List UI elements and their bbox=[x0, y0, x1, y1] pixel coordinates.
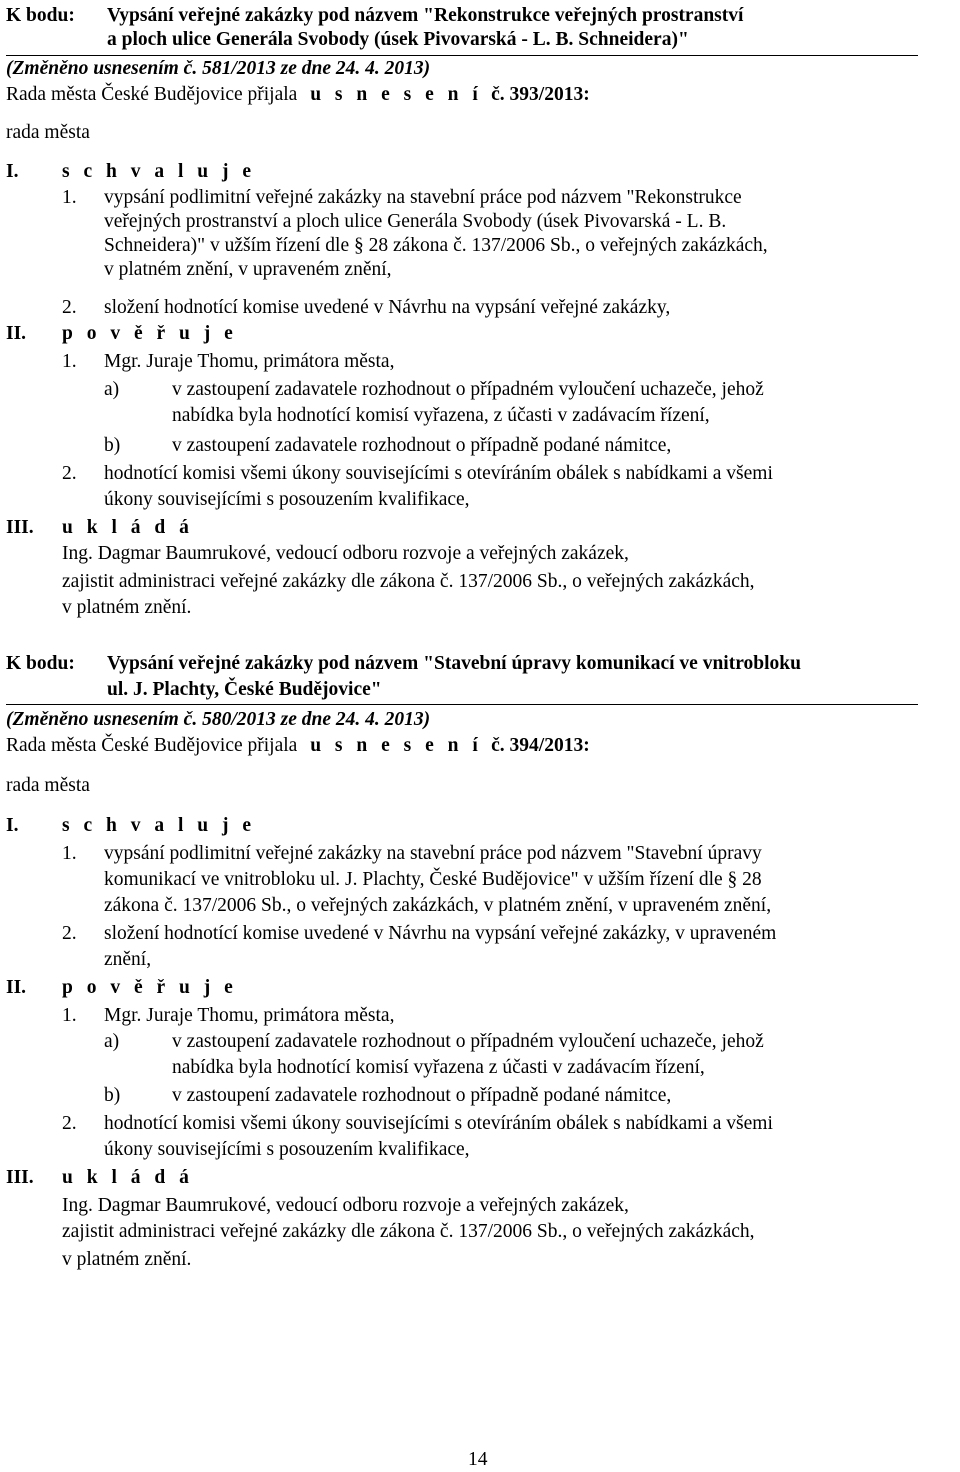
subitem-line: v zastoupení zadavatele rozhodnout o případném vyloučení uchazeče, jehož bbox=[172, 1031, 764, 1052]
item-number: 1. bbox=[62, 843, 77, 864]
section-title: Vypsání veřejné zakázky pod názvem "Rekonstrukce veřejných prostranství bbox=[107, 5, 744, 26]
assignment-line: zajistit administraci veřejné zakázky dle zákona č. 137/2006 Sb., o veřejných zakázkách, bbox=[62, 571, 755, 592]
item-number: 2. bbox=[62, 923, 77, 944]
subitem-label: b) bbox=[104, 435, 121, 456]
subitem-line: v zastoupení zadavatele rozhodnout o případně podané námitce, bbox=[172, 1085, 672, 1106]
resolution-word: u s n e s e n í bbox=[310, 84, 483, 105]
subitem-label: b) bbox=[104, 1085, 121, 1106]
part-verb: s c h v a l u j e bbox=[62, 161, 256, 182]
assignment-line: v platném znění. bbox=[62, 597, 192, 618]
item-line: hodnotící komisi všemi úkony souvisejícími s otevíráním obálek s nabídkami a všemi bbox=[104, 1113, 773, 1134]
subitem-line: v zastoupení zadavatele rozhodnout o případně podané námitce, bbox=[172, 435, 672, 456]
part-verb: s c h v a l u j e bbox=[62, 815, 256, 836]
resolution-word: u s n e s e n í bbox=[310, 735, 483, 756]
item-line: v platném znění, v upraveném znění, bbox=[104, 259, 392, 280]
assignment-line: Ing. Dagmar Baumrukové, vedoucí odboru rozvoje a veřejných zakázek, bbox=[62, 1195, 629, 1216]
amendment-note: (Změněno usnesením č. 580/2013 ze dne 24. 4. 2013) bbox=[6, 709, 431, 730]
assignment-line: v platném znění. bbox=[62, 1249, 192, 1270]
item-line: Mgr. Juraje Thomu, primátora města, bbox=[104, 1005, 395, 1026]
section-title-cont: a ploch ulice Generála Svobody (úsek Pivovarská - L. B. Schneidera)" bbox=[107, 29, 689, 50]
section-title: Vypsání veřejné zakázky pod názvem "Stavební úpravy komunikací ve vnitrobloku bbox=[107, 653, 801, 674]
resolution-intro: Rada města České Budějovice přijala bbox=[6, 84, 298, 105]
item-line: hodnotící komisi všemi úkony souvisejícími s otevíráním obálek s nabídkami a všemi bbox=[104, 463, 773, 484]
section-divider bbox=[6, 704, 918, 705]
section-prefix: K bodu: bbox=[6, 5, 75, 26]
part-verb: u k l á d á bbox=[62, 1167, 194, 1188]
item-line: úkony souvisejícími s posouzením kvalifikace, bbox=[104, 489, 470, 510]
part-verb: p o v ě ř u j e bbox=[62, 977, 238, 998]
item-line: složení hodnotící komise uvedené v Návrhu na vypsání veřejné zakázky, bbox=[104, 297, 671, 318]
resolution-number: č. 393/2013: bbox=[491, 84, 590, 105]
item-line: Mgr. Juraje Thomu, primátora města, bbox=[104, 351, 395, 372]
item-number: 2. bbox=[62, 463, 77, 484]
item-line: úkony souvisejícími s posouzením kvalifikace, bbox=[104, 1139, 470, 1160]
part-verb: p o v ě ř u j e bbox=[62, 323, 238, 344]
resolution-line bbox=[6, 83, 590, 107]
council-label: rada města bbox=[6, 122, 90, 143]
item-line: znění, bbox=[104, 949, 152, 970]
item-number: 1. bbox=[62, 351, 77, 372]
subitem-label: a) bbox=[104, 1031, 120, 1052]
item-number: 1. bbox=[62, 1005, 77, 1026]
council-label: rada města bbox=[6, 775, 90, 796]
part-number: III. bbox=[6, 517, 34, 538]
part-number: II. bbox=[6, 977, 27, 998]
section-prefix: K bodu: bbox=[6, 653, 75, 674]
item-number: 1. bbox=[62, 187, 77, 208]
item-number: 2. bbox=[62, 297, 77, 318]
item-line: veřejných prostranství a ploch ulice Generála Svobody (úsek Pivovarská - L. B. bbox=[104, 211, 727, 232]
item-line: složení hodnotící komise uvedené v Návrhu na vypsání veřejné zakázky, v upraveném bbox=[104, 923, 777, 944]
part-number: I. bbox=[6, 815, 19, 836]
part-verb: u k l á d á bbox=[62, 517, 194, 538]
subitem-line: nabídka byla hodnotící komisí vyřazena z účasti v zadávacím řízení, bbox=[172, 1057, 705, 1078]
assignment-line: Ing. Dagmar Baumrukové, vedoucí odboru rozvoje a veřejných zakázek, bbox=[62, 543, 629, 564]
resolution-number: č. 394/2013: bbox=[491, 735, 590, 756]
item-line: vypsání podlimitní veřejné zakázky na stavební práce pod názvem "Rekonstrukce bbox=[104, 187, 742, 208]
resolution-intro: Rada města České Budějovice přijala bbox=[6, 735, 298, 756]
part-number: I. bbox=[6, 161, 19, 182]
amendment-note: (Změněno usnesením č. 581/2013 ze dne 24. 4. 2013) bbox=[6, 58, 431, 79]
item-line: komunikací ve vnitrobloku ul. J. Plachty, České Budějovice" v užším řízení dle § 28 bbox=[104, 869, 762, 890]
assignment-line: zajistit administraci veřejné zakázky dle zákona č. 137/2006 Sb., o veřejných zakázkách, bbox=[62, 1221, 755, 1242]
item-line: vypsání podlimitní veřejné zakázky na stavební práce pod názvem "Stavební úpravy bbox=[104, 843, 762, 864]
part-number: III. bbox=[6, 1167, 34, 1188]
part-number: II. bbox=[6, 323, 27, 344]
subitem-line: v zastoupení zadavatele rozhodnout o případném vyloučení uchazeče, jehož bbox=[172, 379, 764, 400]
page-number: 14 bbox=[468, 1449, 488, 1470]
subitem-label: a) bbox=[104, 379, 120, 400]
item-line: zákona č. 137/2006 Sb., o veřejných zakázkách, v platném znění, v upraveném znění, bbox=[104, 895, 772, 916]
item-line: Schneidera)" v užším řízení dle § 28 zákona č. 137/2006 Sb., o veřejných zakázkách, bbox=[104, 235, 768, 256]
section-title-cont: ul. J. Plachty, České Budějovice" bbox=[107, 679, 382, 700]
item-number: 2. bbox=[62, 1113, 77, 1134]
resolution-line bbox=[6, 734, 590, 758]
section-divider bbox=[6, 55, 918, 56]
subitem-line: nabídka byla hodnotící komisí vyřazena, z účasti v zadávacím řízení, bbox=[172, 405, 710, 426]
